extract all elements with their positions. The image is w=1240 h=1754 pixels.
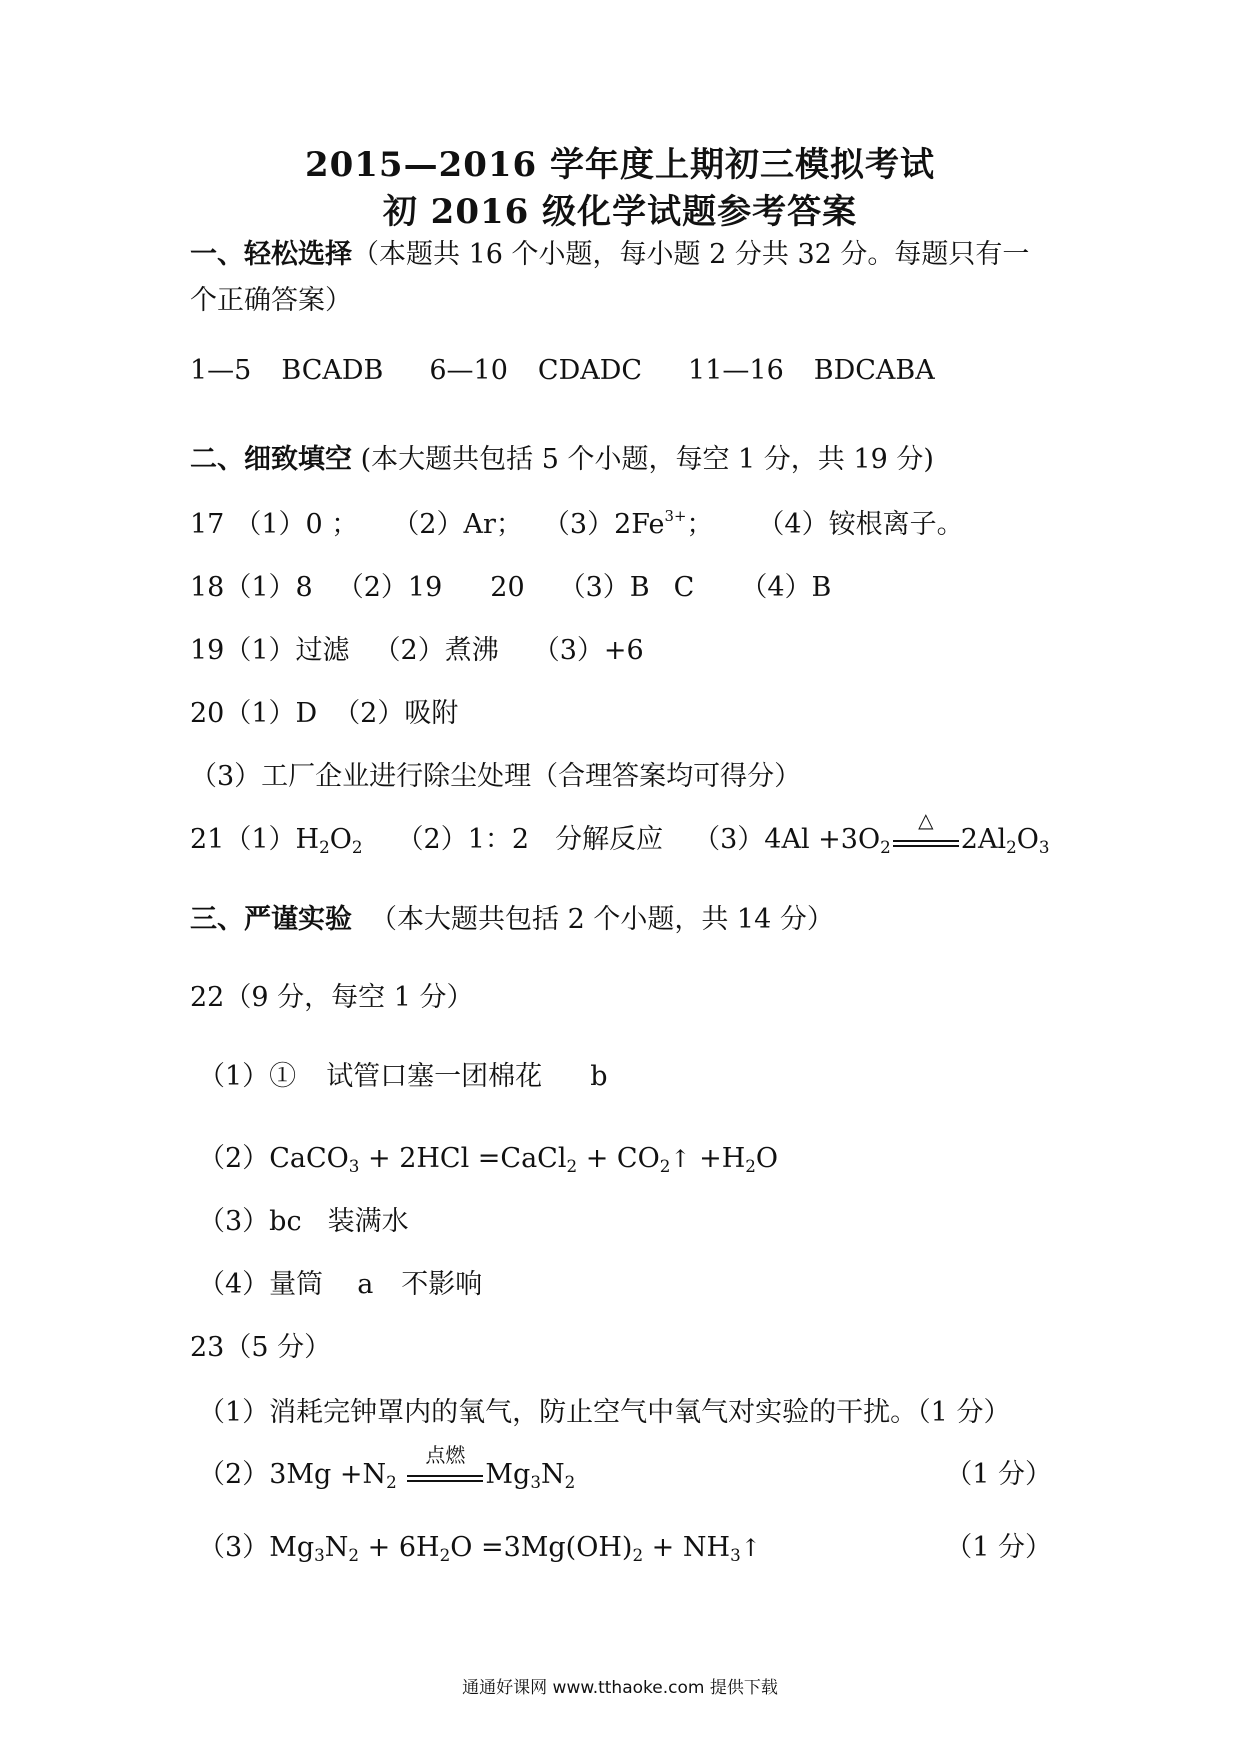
answer-part: （1）D <box>224 698 318 729</box>
question-number: 19 <box>190 635 225 666</box>
equation-aluminum-oxidation: $4Al +3O_2$ △ $2Al_2O_3$ <box>764 807 1050 858</box>
document-title-line1: 2015—2016 学年度上期初三模拟考试 <box>304 145 936 185</box>
question-number: 17 <box>190 509 225 540</box>
equation-mg-n2: $3Mg +N_2$ 点燃 $Mg_3N_2$ <box>269 1442 576 1493</box>
answer-part: （3） <box>693 824 765 855</box>
question-22-part3 <box>190 1204 409 1240</box>
question-number: 20 <box>190 698 225 729</box>
question-22-part4 <box>190 1267 482 1303</box>
answer-part: b <box>590 1061 608 1092</box>
question-22-part2 <box>190 1141 778 1177</box>
equation-caco3-hcl: CaCO$_3$ + 2HCl =CaCl$_2$ + $CO_2↑ +H_2O$ <box>269 1143 779 1177</box>
answer-part: （2）煮沸 <box>373 635 499 666</box>
document-title-line2: 初 2016 级化学试题参考答案 <box>382 192 858 232</box>
answer-part: （2）Ar； <box>392 509 523 540</box>
answer-part: 20 <box>490 572 525 603</box>
answer-part: （2） <box>198 1459 270 1490</box>
question-19 <box>190 633 644 669</box>
answer-part: （3）B <box>558 572 650 603</box>
answer-range: 1—5 <box>190 355 252 386</box>
gas-arrow-icon: ↑ <box>740 1534 761 1562</box>
ignite-label: 点燃 <box>425 1442 466 1467</box>
answer-range: 11—16 <box>688 355 784 386</box>
answer-part: （4）量筒 <box>198 1269 324 1300</box>
equation-mg3n2-h2o: $Mg_3N_2 + 6H_2O =3Mg(OH)_2$ + $NH_3↑$ <box>269 1532 761 1566</box>
section2-note: (本大题共包括 5 个小题，每空 1 分，共 19 分) <box>352 444 934 475</box>
score-note: （1 分） <box>945 1459 1052 1490</box>
answer-part: （4）铵根离子。 <box>757 509 964 540</box>
section3-heading: 三、严谨实验 <box>190 904 352 935</box>
question-20-part3: （3）工厂企业进行除尘处理（合理答案均可得分） <box>190 761 802 792</box>
heating-equals-sign <box>893 807 959 856</box>
answer-part: （2）1：2 <box>396 824 530 855</box>
answer-part: （2）吸附 <box>333 698 459 729</box>
answer-part: （1） <box>224 824 296 855</box>
question-21 <box>190 807 1050 858</box>
answer-part: （1）过滤 <box>224 635 350 666</box>
answer-part: （1）消耗完钟罩内的氧气，防止空气中氧气对实验的干扰。（1 分） <box>198 1397 1011 1428</box>
footer-source-note: 通通好课网 www.tthaoke.com 提供下载 <box>462 1678 778 1698</box>
answer-part: （1）① <box>198 1061 297 1092</box>
answer-part: ； <box>686 509 714 540</box>
question-number: 21 <box>190 824 225 855</box>
answer-keys: CDADC <box>537 355 643 386</box>
question-number: 18 <box>190 572 225 603</box>
answer-part: （2） <box>198 1143 270 1174</box>
ion-charge: 3+ <box>664 507 687 526</box>
ignite-equals-sign <box>407 1442 483 1491</box>
heat-symbol: △ <box>918 807 934 832</box>
section3-note: （本大题共包括 2 个小题，共 14 分） <box>370 904 834 935</box>
answer-part: 分解反应 <box>555 824 664 855</box>
answer-part: （3）bc <box>198 1206 302 1237</box>
formula-h2o2: $H_2O_2$ <box>295 824 363 858</box>
section1-note-continued: 个正确答案） <box>190 285 352 316</box>
question-20 <box>190 696 458 732</box>
answer-part: （2）19 <box>336 572 443 603</box>
answer-range: 6—10 <box>429 355 508 386</box>
answer-part: （3）2Fe <box>542 509 665 540</box>
answer-part: a <box>357 1269 374 1300</box>
answer-part: （1）0 ； <box>234 509 359 540</box>
question-17 <box>190 507 964 543</box>
section1-note: （本题共 16 个小题，每小题 2 分共 32 分。每题只有一 <box>352 239 1030 270</box>
question-22-head: 22（9 分，每空 1 分） <box>190 982 474 1013</box>
section1-header <box>190 237 1029 273</box>
question-18 <box>190 570 831 606</box>
answer-part: C <box>673 572 695 603</box>
answer-keys: BCADB <box>281 355 384 386</box>
question-23-part2 <box>190 1442 1052 1493</box>
question-23-part1 <box>190 1395 1010 1431</box>
answer-part: 不影响 <box>401 1269 483 1300</box>
section2-header <box>190 442 934 478</box>
answer-part: 试管口塞一团棉花 <box>326 1061 543 1092</box>
section1-answers <box>190 353 935 389</box>
answer-part: （3）+6 <box>532 635 644 666</box>
gas-arrow-icon: ↑ <box>670 1145 691 1173</box>
answer-keys: BDCABA <box>813 355 935 386</box>
answer-part: （1）8 <box>224 572 313 603</box>
answer-part: （3） <box>198 1532 270 1563</box>
answer-part: 装满水 <box>327 1206 409 1237</box>
question-23-part3 <box>190 1530 1052 1566</box>
section2-heading: 二、细致填空 <box>190 444 352 475</box>
section1-heading: 一、轻松选择 <box>190 239 352 270</box>
question-23-head: 23（5 分） <box>190 1332 332 1363</box>
section3-header <box>190 902 834 938</box>
score-note: （1 分） <box>945 1532 1052 1563</box>
question-22-part1 <box>190 1059 607 1095</box>
answer-part: （4）B <box>740 572 832 603</box>
